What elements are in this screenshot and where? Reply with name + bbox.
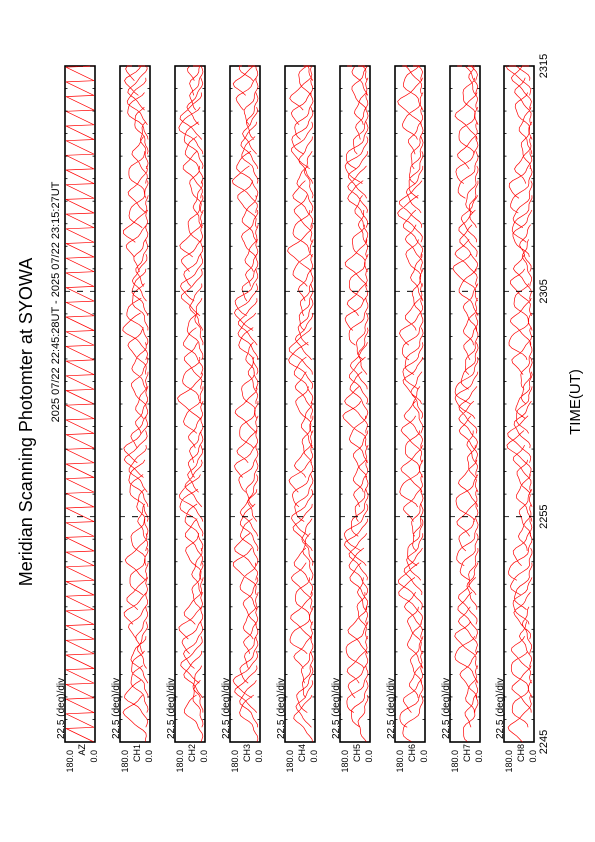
scale-label: 22.5 (deg)/div: [56, 677, 67, 739]
y-tick-label-min: 0.0: [474, 750, 484, 763]
channel-label: CH4: [297, 744, 307, 763]
panel-ch2: [166, 66, 209, 773]
channel-label: CH3: [242, 744, 252, 763]
y-tick-label-min: 0.0: [309, 750, 319, 763]
y-tick-label-max: 180.0: [120, 750, 130, 773]
channel-label: CH5: [352, 744, 362, 763]
y-tick-label-min: 0.0: [89, 750, 99, 763]
x-axis-label: TIME(UT): [567, 369, 584, 435]
y-tick-label-min: 0.0: [419, 750, 429, 763]
channel-label: AZ: [77, 744, 87, 756]
y-tick-label-min: 0.0: [144, 750, 154, 763]
y-tick-label-max: 180.0: [340, 750, 350, 773]
scale-label: 22.5 (deg)/div: [495, 677, 506, 739]
chart-subtitle: 2025 07/22 22:45:28UT - 2025 07/22 23:15:27UT: [50, 181, 62, 423]
panel-ch5: [331, 66, 374, 773]
scale-label: 22.5 (deg)/div: [441, 677, 452, 739]
panel-ch7: [441, 66, 484, 773]
panel-ch3: [221, 66, 264, 773]
channel-label: CH6: [407, 744, 417, 763]
x-tick-label: 2305: [538, 279, 550, 304]
y-tick-label-max: 180.0: [450, 750, 460, 773]
panel-frame: [175, 66, 205, 742]
scale-label: 22.5 (deg)/div: [166, 677, 177, 739]
channel-label: CH7: [462, 744, 472, 763]
y-tick-label-max: 180.0: [230, 750, 240, 773]
panel-frame: [230, 66, 260, 742]
panel-ch6: [386, 66, 429, 773]
y-tick-label-min: 0.0: [364, 750, 374, 763]
y-tick-label-min: 0.0: [199, 750, 209, 763]
y-tick-label-max: 180.0: [285, 750, 295, 773]
panel-ch8: [495, 66, 538, 773]
panel-frame: [285, 66, 315, 742]
scale-label: 22.5 (deg)/div: [331, 677, 342, 739]
panel-az: [56, 66, 99, 773]
x-tick-label: 2255: [538, 504, 550, 529]
scale-label: 22.5 (deg)/div: [111, 677, 122, 739]
scale-label: 22.5 (deg)/div: [221, 677, 232, 739]
y-tick-label-max: 180.0: [175, 750, 185, 773]
y-tick-label-max: 180.0: [395, 750, 405, 773]
scale-label: 22.5 (deg)/div: [276, 677, 287, 739]
x-tick-label: 2315: [538, 53, 550, 79]
x-tick-label: 2245: [538, 729, 550, 755]
panel-ch4: [276, 66, 319, 773]
chart-title: Meridian Scanning Photomter at SYOWA: [16, 257, 36, 587]
scale-label: 22.5 (deg)/div: [386, 677, 397, 739]
y-tick-label-max: 180.0: [65, 750, 75, 773]
panel-ch1: [111, 66, 154, 773]
y-tick-label-min: 0.0: [528, 750, 538, 763]
channel-label: CH2: [187, 744, 197, 763]
channel-label: CH1: [132, 744, 142, 763]
channel-label: CH8: [516, 744, 526, 763]
y-tick-label-max: 180.0: [504, 750, 514, 773]
y-tick-label-min: 0.0: [254, 750, 264, 763]
